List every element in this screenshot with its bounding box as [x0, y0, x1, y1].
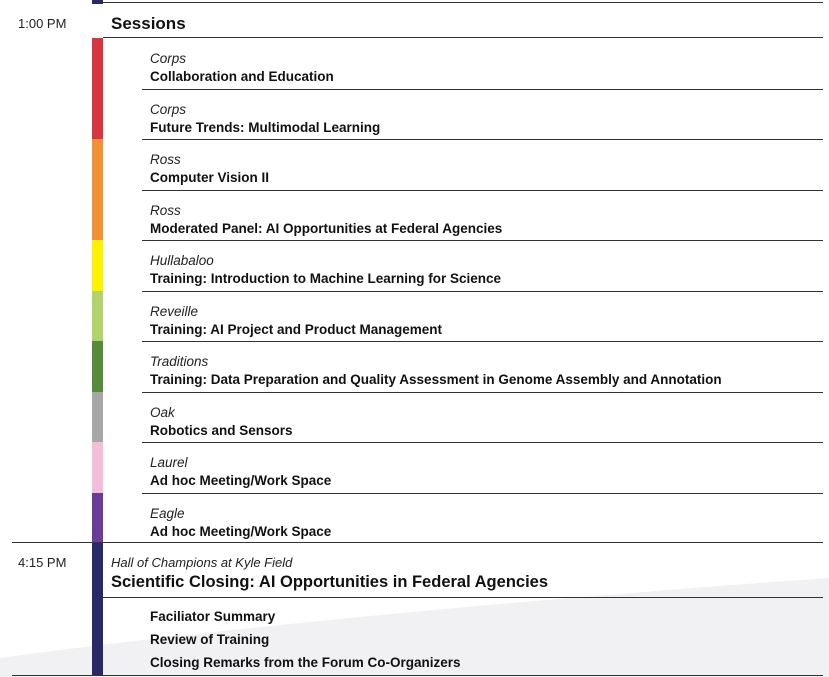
session-title: Moderated Panel: AI Opportunities at Federal Agencies — [150, 220, 503, 236]
session-color-bar — [92, 38, 103, 89]
session-divider — [142, 89, 823, 90]
session-title: Ad hoc Meeting/Work Space — [150, 523, 332, 539]
session-divider — [142, 392, 823, 393]
session-location: Eagle — [150, 505, 185, 521]
session-color-bar — [92, 291, 103, 342]
session-title: Ad hoc Meeting/Work Space — [150, 473, 332, 488]
divider-closing-heading — [103, 597, 823, 598]
session-location: Ross — [150, 202, 181, 218]
closing-location: Hall of Champions at Kyle Field — [111, 555, 293, 570]
session-title: Computer Vision II — [150, 170, 270, 185]
divider-bottom — [12, 675, 823, 676]
session-location: Corps — [150, 101, 187, 117]
session-location: Reveille — [150, 303, 199, 319]
session-divider — [142, 442, 823, 443]
session-divider — [142, 493, 823, 494]
session-color-bar — [92, 89, 103, 140]
session-color-bar — [92, 139, 103, 190]
session-location: Ross — [150, 152, 181, 167]
session-title: Future Trends: Multimodal Learning — [150, 119, 381, 135]
session-color-bar — [92, 493, 103, 544]
session-color-bar — [92, 341, 103, 392]
closing-item: Faciliator Summary — [150, 609, 276, 624]
time-label-closing: 4:15 PM — [18, 555, 67, 570]
closing-item: Review of Training — [150, 632, 270, 647]
session-title: Collaboration and Education — [150, 69, 334, 84]
session-color-bar — [92, 392, 103, 443]
top-color-stub — [92, 0, 103, 4]
session-location: Laurel — [150, 455, 188, 470]
session-divider — [142, 190, 823, 191]
divider-top — [103, 2, 823, 3]
session-color-bar — [92, 442, 103, 493]
session-divider — [142, 240, 823, 241]
session-location: Hullabaloo — [150, 253, 214, 268]
session-divider — [142, 139, 823, 140]
session-divider — [142, 291, 823, 292]
session-color-bar — [92, 240, 103, 291]
closing-heading: Scientific Closing: AI Opportunities in Federal Agencies — [111, 573, 549, 591]
block-heading: Sessions — [111, 14, 186, 33]
closing-item: Closing Remarks from the Forum Co-Organizers — [150, 655, 461, 670]
session-divider — [142, 341, 823, 342]
session-location: Oak — [150, 404, 175, 420]
session-location: Traditions — [150, 354, 209, 369]
session-color-bar-closing — [92, 543, 103, 675]
time-label: 1:00 PM — [18, 16, 67, 31]
divider-block — [12, 542, 823, 543]
session-color-bar — [92, 190, 103, 241]
session-location: Corps — [150, 51, 187, 66]
session-title: Training: Introduction to Machine Learning for Science — [150, 271, 502, 286]
session-title: Training: Data Preparation and Quality Assessment in Genome Assembly and Annotation — [150, 372, 722, 387]
session-title: Training: AI Project and Product Management — [150, 321, 443, 337]
session-title: Robotics and Sensors — [150, 422, 293, 438]
divider-heading — [103, 37, 823, 38]
